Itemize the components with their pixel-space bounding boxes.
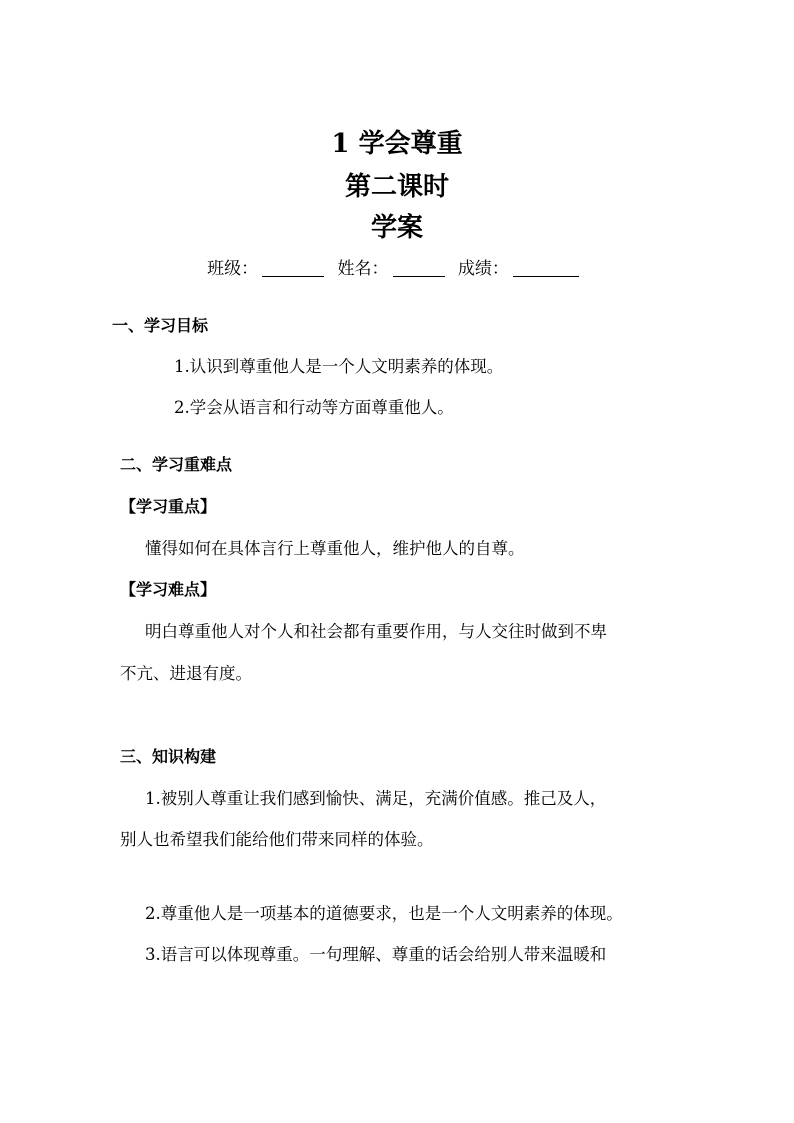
lesson-period: 第二课时 bbox=[344, 172, 449, 202]
knowledge-item-3: 3.语言可以体现尊重。一句理解、尊重的话会给别人带来温暖和 bbox=[145, 945, 607, 964]
lesson-title: 1 学会尊重 bbox=[331, 129, 463, 159]
difficulty-heading: 二、学习重难点 bbox=[120, 455, 233, 474]
class-label: 班级： bbox=[207, 259, 259, 279]
goal-item-2: 2.学会从语言和行动等方面尊重他人。 bbox=[174, 398, 454, 417]
hard-point-label: 【学习难点】 bbox=[120, 580, 217, 599]
class-blank[interactable] bbox=[262, 258, 324, 277]
hard-point-text-line2: 不亢、进退有度。 bbox=[120, 664, 252, 683]
key-point-text: 懂得如何在具体言行上尊重他人，维护他人的自尊。 bbox=[145, 539, 525, 558]
knowledge-item-1-line2: 别人也希望我们能给他们带来同样的体验。 bbox=[120, 830, 434, 849]
name-blank[interactable] bbox=[393, 258, 445, 277]
name-label: 姓名： bbox=[337, 259, 389, 279]
hard-point-text-line1: 明白尊重他人对个人和社会都有重要作用，与人交往时做到不卑 bbox=[145, 622, 607, 641]
goals-heading: 一、学习目标 bbox=[112, 316, 209, 335]
score-label: 成绩： bbox=[457, 259, 509, 279]
knowledge-item-1-line1: 1.被别人尊重让我们感到愉快、满足，充满价值感。推己及人， bbox=[145, 789, 607, 808]
score-blank[interactable] bbox=[513, 258, 579, 277]
goal-item-1: 1.认识到尊重他人是一个人文明素养的体现。 bbox=[174, 357, 504, 376]
knowledge-heading: 三、知识构建 bbox=[120, 747, 217, 766]
student-info-line bbox=[0, 256, 794, 282]
knowledge-item-2: 2.尊重他人是一项基本的道德要求，也是一个人文明素养的体现。 bbox=[145, 904, 623, 923]
key-point-label: 【学习重点】 bbox=[120, 497, 217, 516]
lesson-type: 学案 bbox=[370, 213, 423, 243]
